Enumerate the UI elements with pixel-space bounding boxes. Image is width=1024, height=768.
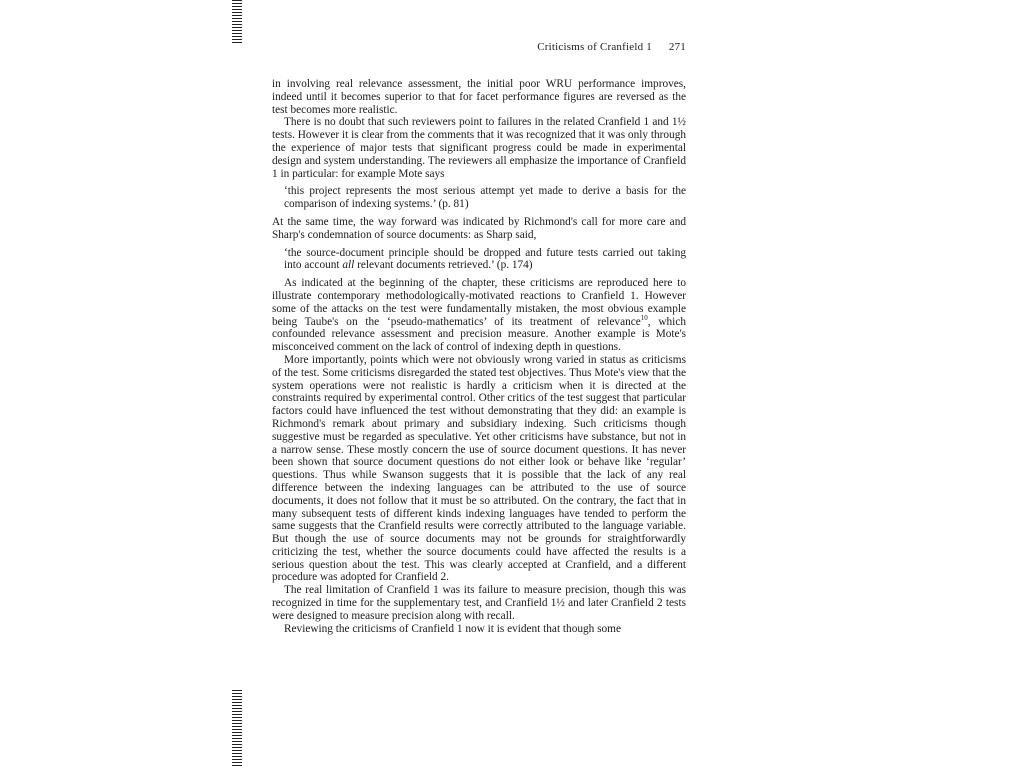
paragraph-3: At the same time, the way forward was indicated by Richmond's call for more care and Sharp's condemnation of source documents: as Sharp said, <box>272 215 686 241</box>
quotation-sharp <box>284 247 686 273</box>
body-text <box>272 78 686 635</box>
binding-edge <box>232 0 242 768</box>
quotation-mote: ‘this project represents the most serious attempt yet made to derive a basis for the comparison of indexing systems.’ (p. 81) <box>284 185 686 211</box>
paragraph-5: More importantly, points which were not obviously wrong varied in status as criticisms of the test. Some criticisms disregarded the stated test objectives. Thus Mote's view that the system operations were not realistic is hardly a criticism when it is directed at the constraints required by experimental control. Other critics of the test suggest that particular factors could have influenced the test without demonstrating that they did: an example is Richmond's remark about primary and subsidiary indexing. Such criticisms though suggestive must be regarded as speculative. Yet other criticisms have substance, but not in a narrow sense. These mostly concern the use of source document questions. It has never been shown that source document questions do not either look or behave like ‘regular’ questions. Thus while Swanson suggests that it is possible that the lack of any real difference between the indexing languages can be attributed to the use of source documents, it does not follow that it must be so attributed. On the contrary, the fact that in many subsequent tests of different kinds indexing languages have tended to perform the same suggests that the Cranfield results were correctly attributed to the language variable. But though the use of source documents may not be grounds for straightforwardly criticizing the test, whether the source documents could have affected the results is a serious question about the test. This was clearly accepted at Cranfield, and a different procedure was adopted for Cranfield 2. <box>272 353 686 584</box>
quotation-sharp-start: ‘the source-document principle should be dropped and future tests carried out taking into account <box>284 246 686 272</box>
paragraph-4 <box>272 277 686 354</box>
quotation-sharp-emphasis: all <box>342 259 355 272</box>
paragraph-7: Reviewing the criticisms of Cranfield 1 now it is evident that though some <box>284 622 621 635</box>
running-head <box>272 41 686 53</box>
footnote-reference: 10 <box>640 313 648 322</box>
paragraph-4-start: As indicated at the beginning of the chapter, these criticisms are reproduced here to illustrate contemporary methodologically-motivated reactions to Cranfield 1. However some of the attacks on the test were fundamentally mistaken, the most obvious example being Taube's on the ‘pseudo-mathematics’ of its treatment of relevance <box>272 277 686 328</box>
paragraph-1: in involving real relevance assessment, the initial poor WRU performance improves, indeed until it becomes superior to that for facet performance figures are reversed as the test becomes more realistic. <box>272 78 686 116</box>
quotation-sharp-end: relevant documents retrieved.’ (p. 174) <box>354 259 533 272</box>
paragraph-2: There is no doubt that such reviewers point to failures in the related Cranfield 1 and 1½ tests. However it is clear from the comments that it was recognized that it was only through the experience of major tests that significant progress could be made in experimental design and system understanding. The reviewers all emphasize the importance of Cranfield 1 in particular: for example Mote says <box>272 116 686 180</box>
paragraph-4-end: , which confounded relevance assessment and precision measure. Another example is Mote's misconceived comment on the lack of control of indexing depth in questions. <box>272 315 686 354</box>
binding-edge-mark-top <box>232 0 242 44</box>
page-number: 271 <box>668 41 686 53</box>
running-head-title: Criticisms of Cranfield 1 <box>537 41 652 53</box>
paragraph-6: The real limitation of Cranfield 1 was its failure to measure precision, though this was recognized in time for the supplementary test, and Cranfield 1½ and later Cranfield 2 tests were designed to measure precision along with recall. <box>272 584 686 622</box>
binding-edge-mark-bottom <box>232 690 242 768</box>
